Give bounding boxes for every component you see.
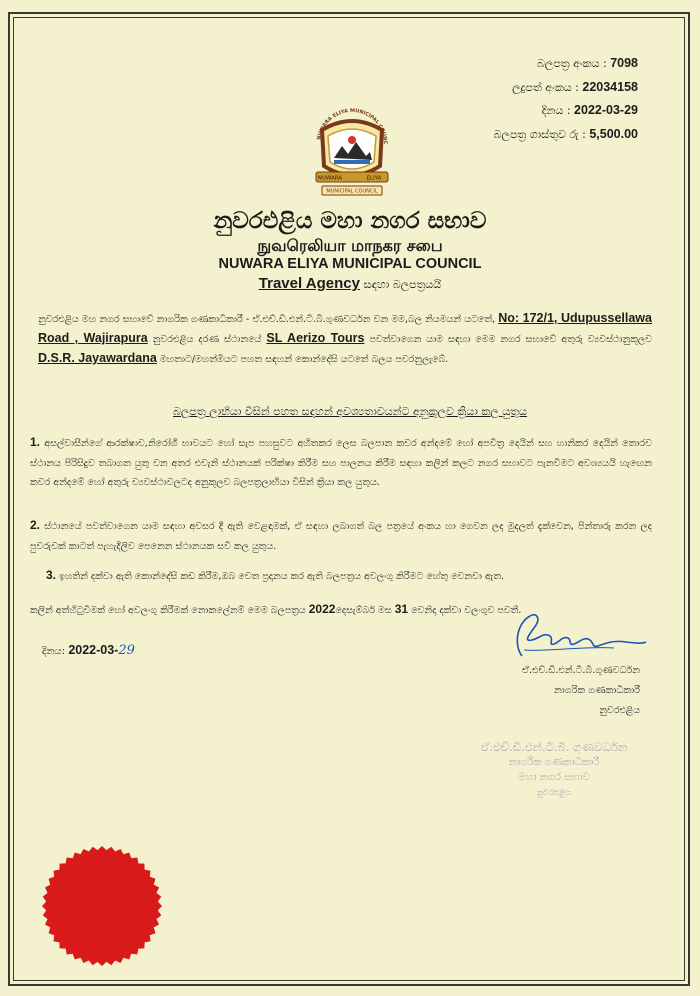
intro-text-3: පවත්වාගෙන යාම සඳහා මෙම නගර සභාවේ අතුරු ව්‍යවස්ථානුකූලව bbox=[369, 334, 652, 345]
permit-number-label: බලපත්‍ර අංකය : bbox=[536, 57, 607, 70]
license-holder: D.S.R. Jayawardana bbox=[38, 351, 157, 365]
intro-text-2: නුවරඑළිය දරණ ස්ථානයේ bbox=[152, 334, 262, 345]
date-row bbox=[494, 99, 638, 123]
validity-text-mid: දෙසැම්බර් මස bbox=[335, 605, 392, 616]
seal-banner-left: NUWARA bbox=[317, 175, 343, 182]
seal-banner-right: ELIYA bbox=[366, 175, 382, 182]
official-stamp bbox=[466, 740, 642, 800]
validity-text-before: කලින් අත්හිටුවීමක් හෝ අවලංගු කිරීමක් නොකලේනම් මෙම බලපත්‍රය bbox=[30, 605, 306, 616]
seal-bottom-text: MUNICIPAL COUNCIL bbox=[326, 188, 378, 195]
permit-number: 7098 bbox=[610, 56, 638, 70]
fee-label: බලපත්‍ර ගාස්තුව රු : bbox=[493, 127, 586, 141]
condition-1-number: 1. bbox=[30, 435, 41, 449]
issue-date-printed: 2022-03- bbox=[68, 643, 119, 657]
business-address: No: 172/1, Udupussellawa Road , Wajirapura bbox=[38, 311, 652, 345]
license-title bbox=[0, 275, 700, 292]
validity-year: 2022 bbox=[308, 602, 336, 616]
issue-date-label: දිනය: bbox=[42, 646, 66, 657]
seal-top-text: NUWARA ELIYA MUNICIPAL COUNC bbox=[316, 108, 389, 145]
receipt-number-row bbox=[494, 76, 638, 100]
council-seal-logo bbox=[308, 108, 396, 204]
stamp-line-2: නාගරික ගණකාධිකාරී bbox=[508, 757, 600, 768]
fee-row bbox=[494, 123, 638, 147]
receipt-number: 22034158 bbox=[582, 79, 638, 94]
condition-3 bbox=[46, 566, 656, 586]
red-wax-seal bbox=[40, 844, 164, 968]
receipt-number-label: ලදුපත් අංකය : bbox=[512, 80, 579, 94]
condition-2-number: 2. bbox=[30, 518, 41, 532]
issue-date-handwritten-day: 29 bbox=[118, 643, 135, 658]
condition-3-text: ඉහතින් දක්වා ඇති කොන්දේසි කඩ කිරීම,ඔබ වෙත ප්‍රදානය කර ඇති බලපත්‍රය අවලංගු කිරීමට හේතු වෙනවා ඇත. bbox=[59, 571, 504, 582]
fee-value: 5,500.00 bbox=[589, 126, 638, 141]
permit-details bbox=[494, 52, 638, 146]
business-name: SL Aerizo Tours bbox=[266, 331, 365, 345]
condition-3-number: 3. bbox=[46, 568, 57, 582]
stamp-line-3: මහා නගර සභාව bbox=[518, 772, 590, 783]
condition-1 bbox=[30, 433, 652, 493]
intro-text-4: මහතාට/මහත්මියට පහත සඳහන් කොන්දේසි යටතේ බලය පවරනුලැබේ. bbox=[159, 354, 449, 365]
council-name-tamil: நுவரெலியா மாநகர சபை bbox=[257, 236, 443, 255]
signatory-place: නුවරඑළිය bbox=[599, 705, 640, 716]
intro-text-1: නුවරඑළිය මහ නගර සභාවේ නාගරික ගණකාධිකාරී - ඒ.එච්.ඩී.එන්.ටී.බී.ගුණවර්ධන වන මම,බල නියමයන් යටතේ, bbox=[38, 314, 496, 325]
permit-number-row bbox=[494, 52, 638, 76]
stamp-line-1: ඒ.එච්.ඩී.එන්.ටී.බී. ගුණවර්ධන bbox=[480, 740, 628, 754]
condition-2 bbox=[30, 516, 652, 556]
condition-2-text: ස්ථානයේ පවත්වාගෙන යාම සඳහා අවසර දී ඇති වෙළඳාමක්, ඒ සඳහා ලබාගත් බල පත්‍රයේ අංකය හා ගෙවන ලද මුදලත් දැක්වෙන, පින්තාරු කරන ලද පුවරුවක් කාටත් පැහැදිලිව පෙනෙන ස්ථානයක සවි කල යුතුය. bbox=[30, 521, 652, 552]
date-label: දිනය : bbox=[541, 104, 571, 117]
condition-1-text: අසල්වාසීන්ගේ ආරක්ෂාව,නිරෝගී භාවයට හෝ සැප පහසුවට අහිතකර ලෙස බලපාන කවර අන්දමේ හෝ අපවිත්‍ර දෙයින් සහ හානිකර දෙයින් තොරව ස්ථානය පිරිසිදුව තබාගත යුතු වන අතර එවැනි ස්ථානයක් පරික්ෂා කිරීම සහ පාලනය කිරීම සඳහා කලින් කලට නගර සභාවට පැනවීමට අවශ්‍යයයි හැඟෙන කවර අන්දමේ හෝ අතුරු ව්‍යවස්ථාවලටද අනුකූලව බලපත්‍රලාභියා විසින් ක්‍රියා කල යුතුය. bbox=[30, 438, 652, 488]
signatory-name: ඒ.එච්.ඩී.එන්.ටී.බී.ගුණවර්ධන bbox=[521, 665, 640, 676]
stamp-line-4: නුවරඑළිය bbox=[536, 788, 572, 797]
authorization-paragraph bbox=[38, 309, 652, 369]
issue-date bbox=[42, 643, 135, 658]
signatory-title: නාගරික ගණකාධිකාරී bbox=[553, 685, 640, 696]
council-name-sinhala: නුවරඑළිය මහා නගර සභාව bbox=[213, 208, 487, 234]
date-value: 2022-03-29 bbox=[574, 103, 638, 117]
license-suffix: සඳහා බලපත්‍රයයි bbox=[363, 278, 442, 291]
license-type: Travel Agency bbox=[258, 275, 360, 292]
council-name-english: NUWARA ELIYA MUNICIPAL COUNCIL bbox=[218, 256, 482, 272]
signatory-block bbox=[522, 661, 640, 721]
validity-day: 31 bbox=[394, 602, 409, 616]
conditions-heading: බලපත්‍ර ලාභියා විසින් පහත සඳහන් අවශ්‍යතාවයන්ට අනුකූලව ක්‍රියා කල යුතුය bbox=[173, 405, 527, 418]
validity-text-after: වෙනිදා දක්වා වලංගුව පවතී. bbox=[411, 605, 522, 616]
signature bbox=[494, 606, 649, 666]
